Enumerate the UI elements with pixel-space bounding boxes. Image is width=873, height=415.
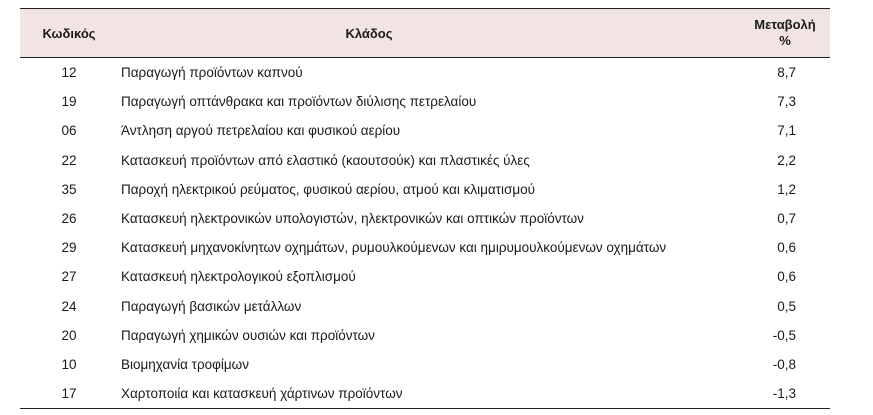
row-sector-cell: Κατασκευή ηλεκτρολογικού εξοπλισμού (121, 269, 356, 285)
table-row (20, 58, 830, 88)
row-change-cell: 0,5 (777, 298, 796, 314)
row-code-cell: 26 (61, 211, 77, 227)
row-change-cell: 8,7 (777, 65, 796, 81)
table-row (20, 146, 830, 175)
row-change-cell: -1,3 (740, 379, 830, 409)
row-change-cell: 0,6 (777, 240, 796, 256)
table-row (20, 175, 830, 204)
row-code-cell: 06 (61, 123, 77, 139)
row-sector-cell: Κατασκευή ηλεκτρονικών υπολογιστών, ηλεκτρονικών και οπτικών προϊόντων (121, 211, 584, 227)
row-change-cell: 0,6 (777, 269, 796, 285)
row-code-cell: 10 (61, 356, 77, 372)
table-body (20, 58, 830, 409)
row-code-cell: 35 (61, 181, 77, 197)
row-sector-cell: Βιομηχανία τροφίμων (121, 356, 249, 372)
row-code-cell: 24 (61, 298, 77, 314)
row-change-cell: 7,1 (777, 123, 796, 139)
row-code-cell: 20 (61, 327, 77, 343)
header-change-line1: Μεταβολή (754, 17, 816, 32)
row-change-cell: 0,7 (777, 211, 796, 227)
row-sector-cell: Παροχή ηλεκτρικού ρεύματος, φυσικού αερίου, ατμού και κλιματισμού (121, 181, 536, 197)
table-header (20, 9, 830, 58)
header-code: Κωδικός (20, 9, 118, 58)
row-code-cell: 19 (61, 94, 77, 110)
sector-change-table (20, 8, 830, 409)
table-row (20, 292, 830, 321)
row-change-cell: -0,5 (772, 327, 796, 343)
table-row (20, 87, 830, 116)
sector-change-table-container (20, 8, 830, 409)
row-sector-cell: Κατασκευή προϊόντων από ελαστικό (καουτσούκ) και πλαστικές ύλες (121, 152, 530, 168)
row-code-cell: 22 (61, 152, 77, 168)
table-row (20, 321, 830, 350)
row-sector-cell: Χαρτοποιία και κατασκευή χάρτινων προϊόντων (118, 379, 740, 409)
header-change (740, 9, 830, 58)
table-row (20, 379, 830, 409)
table-row (20, 233, 830, 262)
row-sector-cell: Παραγωγή προϊόντων καπνού (121, 65, 303, 81)
row-code-cell: 17 (20, 379, 118, 409)
row-change-cell: -0,8 (772, 356, 796, 372)
row-sector-cell: Παραγωγή βασικών μετάλλων (121, 298, 302, 314)
table-row (20, 116, 830, 145)
row-sector-cell: Άντληση αργού πετρελαίου και φυσικού αερίου (121, 123, 401, 139)
row-change-cell: 2,2 (777, 152, 796, 168)
row-sector-cell: Κατασκευή μηχανοκίνητων οχημάτων, ρυμουλκούμενων και ημιρυμουλκούμενων οχημάτων (121, 240, 667, 256)
row-change-cell: 1,2 (777, 181, 796, 197)
table-row (20, 262, 830, 291)
header-sector: Κλάδος (118, 9, 740, 58)
header-change-line2: % (779, 33, 791, 48)
row-change-cell: 7,3 (777, 94, 796, 110)
row-code-cell: 12 (61, 65, 77, 81)
table-row (20, 204, 830, 233)
row-sector-cell: Παραγωγή χημικών ουσιών και προϊόντων (121, 327, 375, 343)
row-sector-cell: Παραγωγή οπτάνθρακα και προϊόντων διύλισης πετρελαίου (121, 94, 477, 110)
row-code-cell: 27 (61, 269, 77, 285)
header-row (20, 9, 830, 58)
row-code-cell: 29 (61, 240, 77, 256)
table-row (20, 350, 830, 379)
